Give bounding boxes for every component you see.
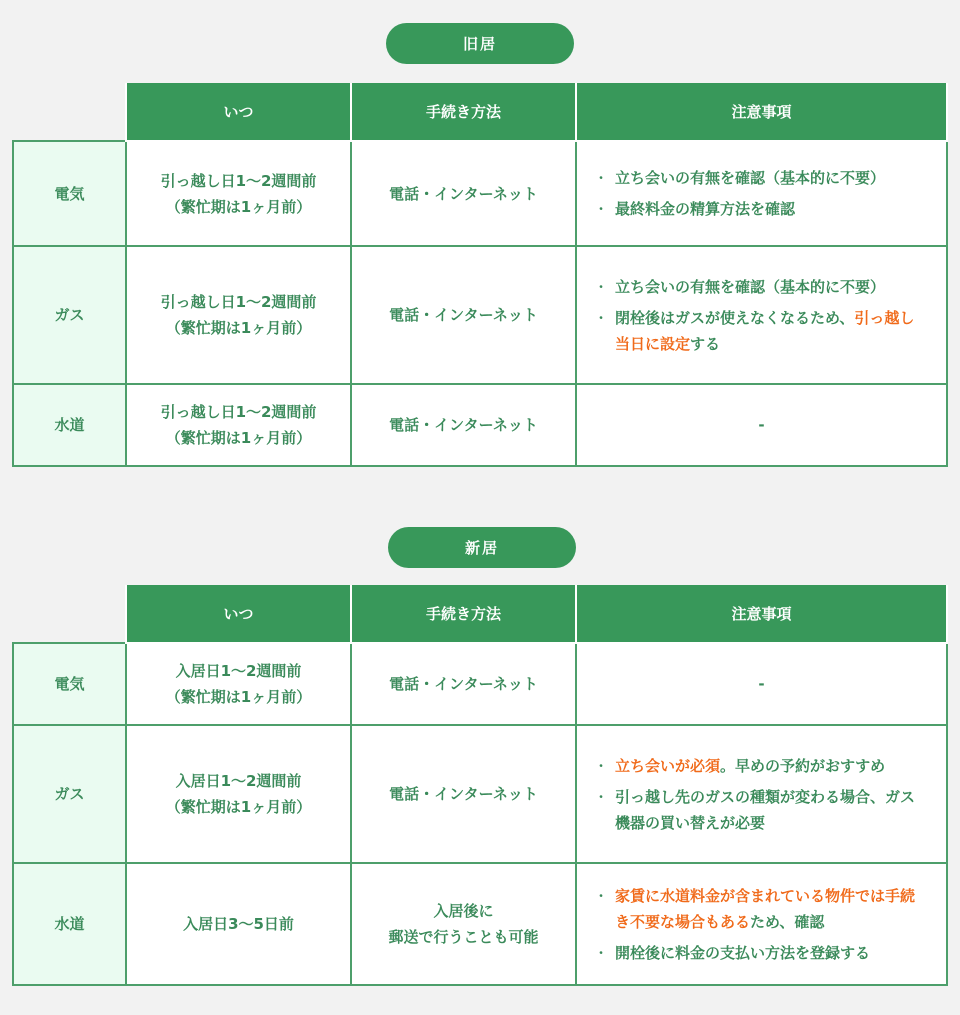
notes-cell (576, 725, 947, 863)
method-line: 電話・インターネット (389, 785, 538, 803)
utility-name: 電気 (13, 141, 126, 246)
timing-line: 入居日1〜2週間前 (175, 662, 302, 680)
old-home-table (12, 83, 948, 467)
timing-line: （繁忙期は1ヶ月前） (165, 688, 312, 706)
column-header: 手続き方法 (351, 585, 576, 643)
method-line: 電話・インターネット (389, 184, 538, 203)
column-header: いつ (126, 585, 351, 643)
note-bullet (601, 274, 926, 300)
timing-line: 入居日1〜2週間前 (175, 772, 302, 790)
table-row (13, 141, 947, 246)
note-bullet (601, 784, 926, 836)
timing-line: （繁忙期は1ヶ月前） (165, 798, 312, 816)
column-header: いつ (126, 83, 351, 141)
timing-line: 引っ越し日1〜2週間前 (160, 293, 317, 311)
method-line: 入居後に (433, 902, 494, 920)
utility-name: 水道 (13, 384, 126, 466)
note-text: 閉栓後はガスが使えなくなるため、 (615, 308, 855, 327)
method-line: 電話・インターネット (389, 416, 538, 434)
note-text: する (690, 334, 721, 353)
note-bullet (601, 753, 926, 779)
notes-cell: - (576, 384, 947, 466)
utility-name: 水道 (13, 863, 126, 985)
table-row (13, 725, 947, 863)
method-line: 郵送で行うことも可能 (388, 928, 539, 946)
method-cell (351, 863, 576, 985)
utility-name: ガス (13, 725, 126, 863)
notes-cell (576, 863, 947, 985)
utility-name: ガス (13, 246, 126, 384)
note-highlight: 立ち会いが必須 (615, 756, 721, 775)
table-row (13, 246, 947, 384)
timing-cell (126, 384, 351, 466)
note-highlight: 家賃に水道料金が含まれている物件では手続き不要な場合もある (615, 886, 916, 931)
column-header: 手続き方法 (351, 83, 576, 141)
section-pill-old-home: 旧居 (386, 23, 574, 64)
notes-cell (576, 246, 947, 384)
method-line: 電話・インターネット (389, 675, 538, 693)
timing-cell (126, 643, 351, 725)
note-bullet (601, 165, 926, 191)
timing-line: （繁忙期は1ヶ月前） (165, 429, 312, 447)
notes-cell: - (576, 643, 947, 725)
timing-line: （繁忙期は1ヶ月前） (165, 197, 312, 216)
section-pill-new-home: 新居 (388, 527, 576, 568)
timing-cell (126, 863, 351, 985)
timing-cell (126, 141, 351, 246)
method-cell (351, 141, 576, 246)
note-text: 引っ越し先のガスの種類が変わる場合、ガス機器の買い替えが必要 (615, 787, 916, 832)
note-bullet (601, 305, 926, 357)
note-text: 最終料金の精算方法を確認 (615, 200, 796, 218)
table-row (13, 643, 947, 725)
new-home-table (12, 585, 948, 986)
column-header: 注意事項 (576, 585, 947, 643)
timing-line: 引っ越し日1〜2週間前 (160, 171, 317, 190)
timing-line: （繁忙期は1ヶ月前） (165, 319, 312, 337)
table-row (13, 384, 947, 466)
note-text: ため、確認 (750, 912, 825, 931)
note-bullet (601, 196, 926, 222)
note-text: 開栓後に料金の支払い方法を登録する (615, 943, 871, 962)
note-text: 。早めの予約がおすすめ (720, 756, 886, 775)
note-bullet (601, 940, 926, 966)
blank-corner (13, 585, 126, 643)
timing-line: 引っ越し日1〜2週間前 (160, 403, 317, 421)
table-row (13, 863, 947, 985)
note-text: 立ち会いの有無を確認（基本的に不要） (615, 169, 886, 187)
column-header: 注意事項 (576, 83, 947, 141)
timing-cell (126, 725, 351, 863)
method-cell (351, 246, 576, 384)
utility-name: 電気 (13, 643, 126, 725)
timing-line: 入居日3〜5日前 (183, 915, 294, 933)
notes-cell (576, 141, 947, 246)
timing-cell (126, 246, 351, 384)
note-highlight: 引っ越し当日に設定 (615, 308, 915, 353)
note-bullet (601, 883, 926, 935)
method-cell (351, 384, 576, 466)
method-cell (351, 643, 576, 725)
method-line: 電話・インターネット (389, 306, 538, 324)
method-cell (351, 725, 576, 863)
note-text: 立ち会いの有無を確認（基本的に不要） (615, 277, 886, 296)
blank-corner (13, 83, 126, 141)
